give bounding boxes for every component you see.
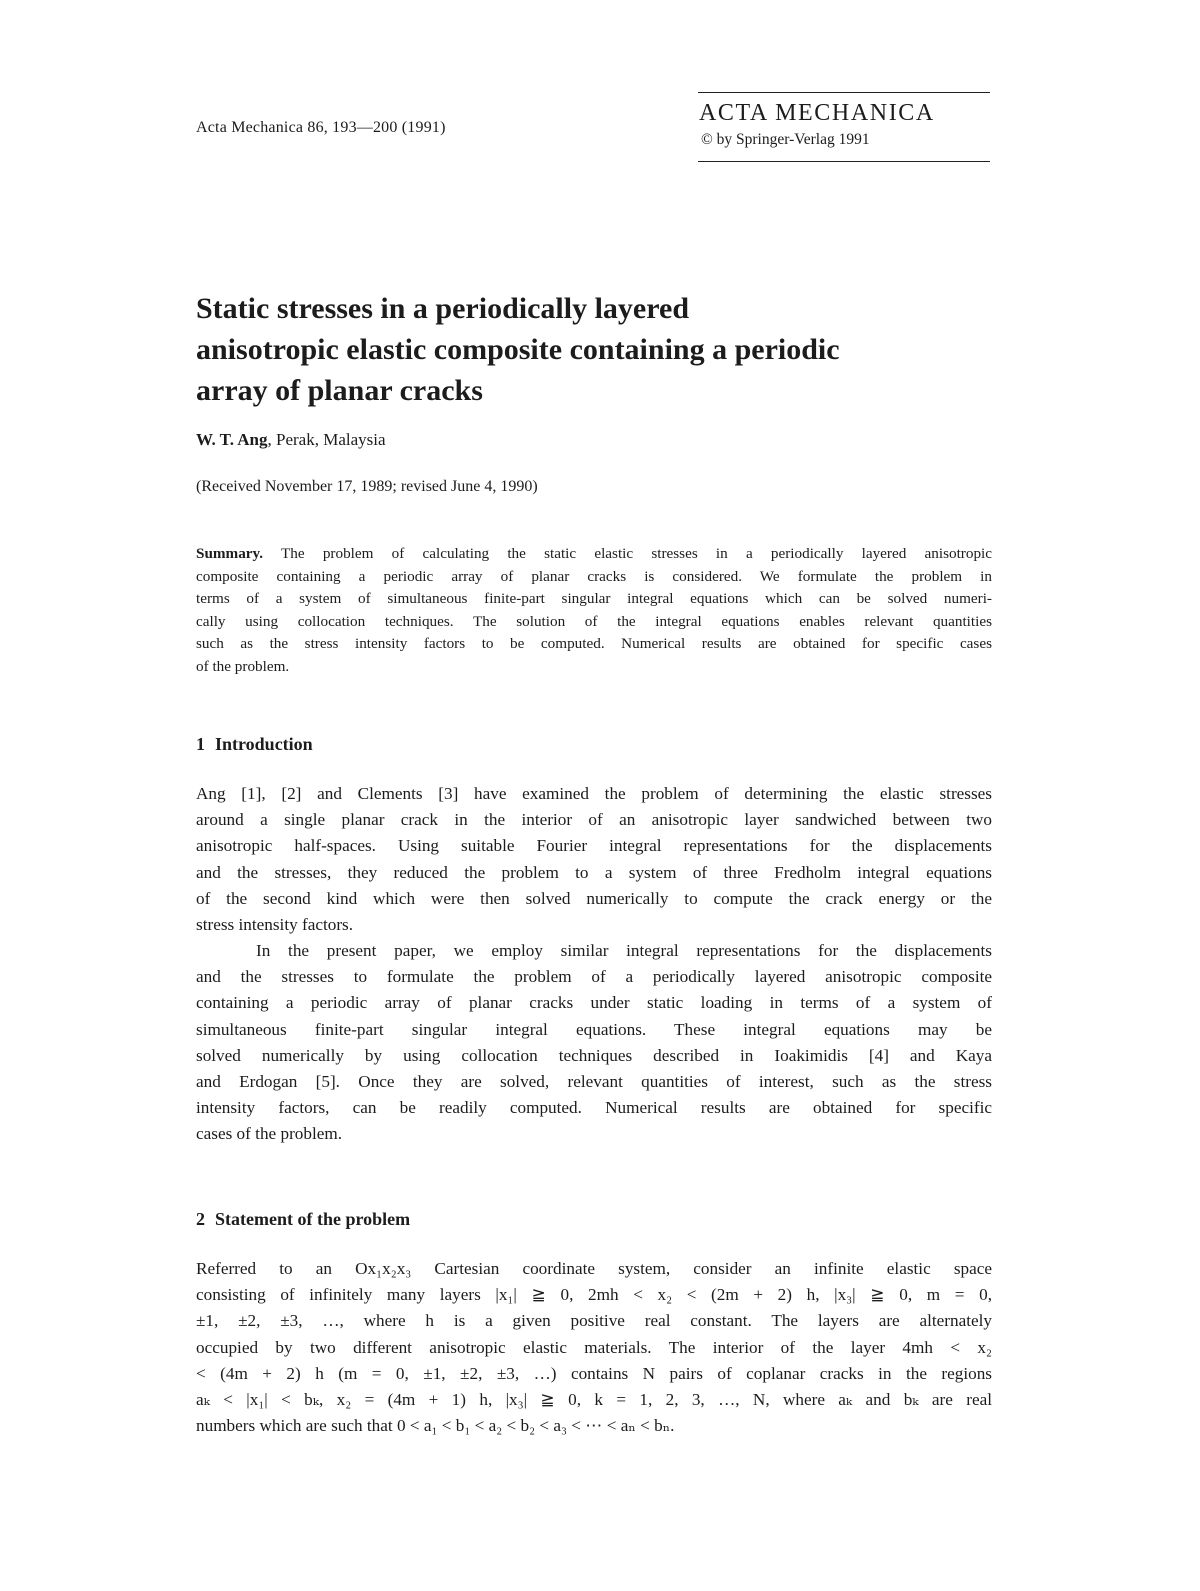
paragraph-line: numbers which are such that 0 < a₁ < b₁ < a₂ < b₂ < a₃ < ⋯ < aₙ < bₙ. — [196, 1416, 675, 1436]
paragraph-line: solved numerically by using collocation techniques described in Ioakimidis [4] and Kaya — [196, 1045, 992, 1065]
journal-reference: Acta Mechanica 86, 193—200 (1991) — [196, 119, 446, 136]
paragraph-line: around a single planar crack in the interior of an anisotropic layer sandwiched between two — [196, 810, 992, 830]
paragraph-line: ±1, ±2, ±3, …, where h is a given positive real constant. The layers are alternately — [196, 1311, 992, 1331]
summary-line: such as the stress intensity factors to be computed. Numerical results are obtained for specific cases — [196, 635, 992, 652]
paragraph-line: consisting of infinitely many layers |x₁| ≧ 0, 2mh < x₂ < (2m + 2) h, |x₃| ≧ 0, m = 0, — [196, 1285, 992, 1305]
paragraph-line: aₖ < |x₁| < bₖ, x₂ = (4m + 1) h, |x₃| ≧ 0, k = 1, 2, 3, …, N, where aₖ and bₖ are real — [196, 1390, 992, 1410]
summary-abstract — [196, 543, 992, 678]
summary-line: composite containing a periodic array of planar cracks is considered. We formulate the problem in — [196, 567, 992, 585]
paragraph-line: cases of the problem. — [196, 1124, 343, 1144]
paragraph-line: In the present paper, we employ similar integral representations for the displacements — [256, 941, 992, 960]
summary-text: The problem of calculating the static elastic stresses in a periodically layered anisotropic — [263, 545, 992, 562]
copyright-notice: © by Springer-Verlag 1991 — [701, 131, 870, 148]
statement-paragraph — [196, 1256, 992, 1439]
section-title: Statement of the problem — [215, 1209, 411, 1229]
paragraph-line: and the stresses, they reduced the problem to a system of three Fredholm integral equations — [196, 862, 992, 882]
paragraph-line: anisotropic half-spaces. Using suitable Fourier integral representations for the displacements — [196, 836, 992, 856]
section-number: 2 — [196, 1209, 205, 1229]
paragraph-line: < (4m + 2) h (m = 0, ±1, ±2, ±3, …) contains N pairs of coplanar cracks in the regions — [196, 1363, 992, 1383]
paragraph-line: containing a periodic array of planar cracks under static loading in terms of a system of — [196, 993, 992, 1013]
journal-name: ACTA MECHANICA — [699, 100, 935, 126]
author-line — [196, 430, 386, 450]
paragraph-line: and the stresses to formulate the problem of a periodically layered anisotropic composite — [196, 967, 992, 987]
title-line: Static stresses in a periodically layered — [196, 292, 690, 325]
received-dates: (Received November 17, 1989; revised June 4, 1990) — [196, 478, 538, 495]
paragraph-line: of the second kind which were then solved numerically to compute the crack energy or the — [196, 888, 992, 908]
title-line: array of planar cracks — [196, 374, 483, 407]
intro-paragraph-1 — [196, 781, 992, 938]
author-affiliation: , Perak, Malaysia — [267, 430, 386, 449]
author-name: W. T. Ang — [196, 430, 268, 449]
intro-paragraph-2 — [196, 938, 992, 1148]
section-number: 1 — [196, 734, 205, 754]
paragraph-line: Ang [1], [2] and Clements [3] have examined the problem of determining the elastic stresses — [196, 784, 992, 803]
summary-line: cally using collocation techniques. The solution of the integral equations enables relevant quantities — [196, 612, 992, 630]
paragraph-line: simultaneous finite-part singular integral equations. These integral equations may be — [196, 1019, 992, 1039]
paragraph-line: Referred to an Ox₁x₂x₃ Cartesian coordinate system, consider an infinite elastic space — [196, 1259, 992, 1278]
summary-label: Summary. — [196, 545, 264, 562]
paragraph-line: stress intensity factors. — [196, 915, 354, 935]
summary-line — [196, 543, 992, 566]
section-heading-introduction — [196, 734, 313, 755]
title-line: anisotropic elastic composite containing a periodic — [196, 333, 840, 366]
paragraph-line: and Erdogan [5]. Once they are solved, relevant quantities of interest, such as the stress — [196, 1072, 992, 1092]
article-title — [196, 288, 1006, 411]
journal-masthead — [698, 92, 990, 162]
paragraph-line: occupied by two different anisotropic elastic materials. The interior of the layer 4mh < x₂ — [196, 1337, 992, 1357]
paragraph-line: intensity factors, can be readily computed. Numerical results are obtained for specific — [196, 1098, 992, 1118]
section-heading-statement — [196, 1209, 410, 1230]
section-title: Introduction — [215, 734, 313, 754]
summary-line: terms of a system of simultaneous finite-part singular integral equations which can be solved numeri- — [196, 590, 992, 607]
summary-line: of the problem. — [196, 657, 290, 675]
